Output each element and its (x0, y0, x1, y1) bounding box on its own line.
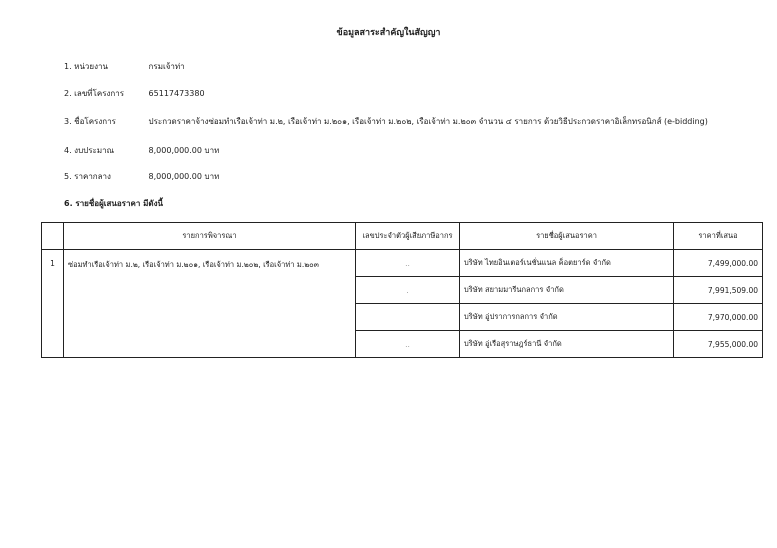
header-tax-id: เลขประจำตัวผู้เสียภาษีอากร (356, 223, 460, 250)
bid-price: 7,991,509.00 (674, 277, 763, 304)
header-item: รายการพิจารณา (64, 223, 356, 250)
bidder-name: บริษัท อู่ปราการกลการ จำกัด (460, 304, 674, 331)
field-project-name (64, 115, 708, 128)
field-reference-price-label: 5. ราคากลาง (64, 172, 111, 181)
field-agency-value: กรมเจ้าท่า (148, 62, 185, 71)
bid-price: 7,499,000.00 (674, 250, 763, 277)
field-project-number (64, 87, 205, 100)
item-number: 1 (42, 250, 64, 358)
bidder-name: บริษัท ไทยอินเตอร์เนชั่นแนล ค็อตยาร์ด จำกัด (460, 250, 674, 277)
field-budget (64, 144, 219, 157)
field-agency (64, 60, 185, 73)
field-project-name-label: 3. ชื่อโครงการ (64, 117, 116, 126)
tax-id-cell: .. (356, 250, 460, 277)
document-title: ข้อมูลสาระสำคัญในสัญญา (336, 28, 441, 38)
item-description: ซ่อมทำเรือเจ้าท่า ม.๒, เรือเจ้าท่า ม.๒๐๑, เรือเจ้าท่า ม.๒๐๒, เรือเจ้าท่า ม.๒๐๓ (64, 250, 356, 358)
table-header-row (42, 223, 763, 250)
field-project-number-label: 2. เลขที่โครงการ (64, 89, 125, 98)
tax-id-cell: .. (356, 331, 460, 358)
bid-price: 7,955,000.00 (674, 331, 763, 358)
field-budget-label: 4. งบประมาณ (64, 146, 115, 155)
bidder-name: บริษัท อู่เรือสุราษฎร์ธานี จำกัด (460, 331, 674, 358)
header-bidder: รายชื่อผู้เสนอราคา (460, 223, 674, 250)
field-agency-label: 1. หน่วยงาน (64, 62, 108, 71)
tax-id-cell (356, 304, 460, 331)
header-price: ราคาที่เสนอ (674, 223, 763, 250)
bidder-name: บริษัท สยามมารีนกลการ จำกัด (460, 277, 674, 304)
field-reference-price-value: 8,000,000.00 บาท (148, 172, 220, 181)
bidders-heading: 6. รายชื่อผู้เสนอราคา มีดังนี้ (64, 199, 163, 208)
field-reference-price (64, 170, 219, 183)
header-no (42, 223, 64, 250)
tax-id-cell: . (356, 277, 460, 304)
bid-price: 7,970,000.00 (674, 304, 763, 331)
field-project-name-value: ประกวดราคาจ้างซ่อมทำเรือเจ้าท่า ม.๒, เรือเจ้าท่า ม.๒๐๑, เรือเจ้าท่า ม.๒๐๒, เรือเจ้าท่า ม.๒๐๓ จำนวน ๔ รายการ ด้วยวิธีประกวดราคาอิเล็กทรอนิกส์ (e-bidding) (148, 117, 708, 126)
field-budget-value: 8,000,000.00 บาท (148, 146, 220, 155)
table-row (42, 250, 763, 277)
bidders-table (41, 222, 763, 358)
field-project-number-value: 65117473380 (148, 89, 205, 98)
